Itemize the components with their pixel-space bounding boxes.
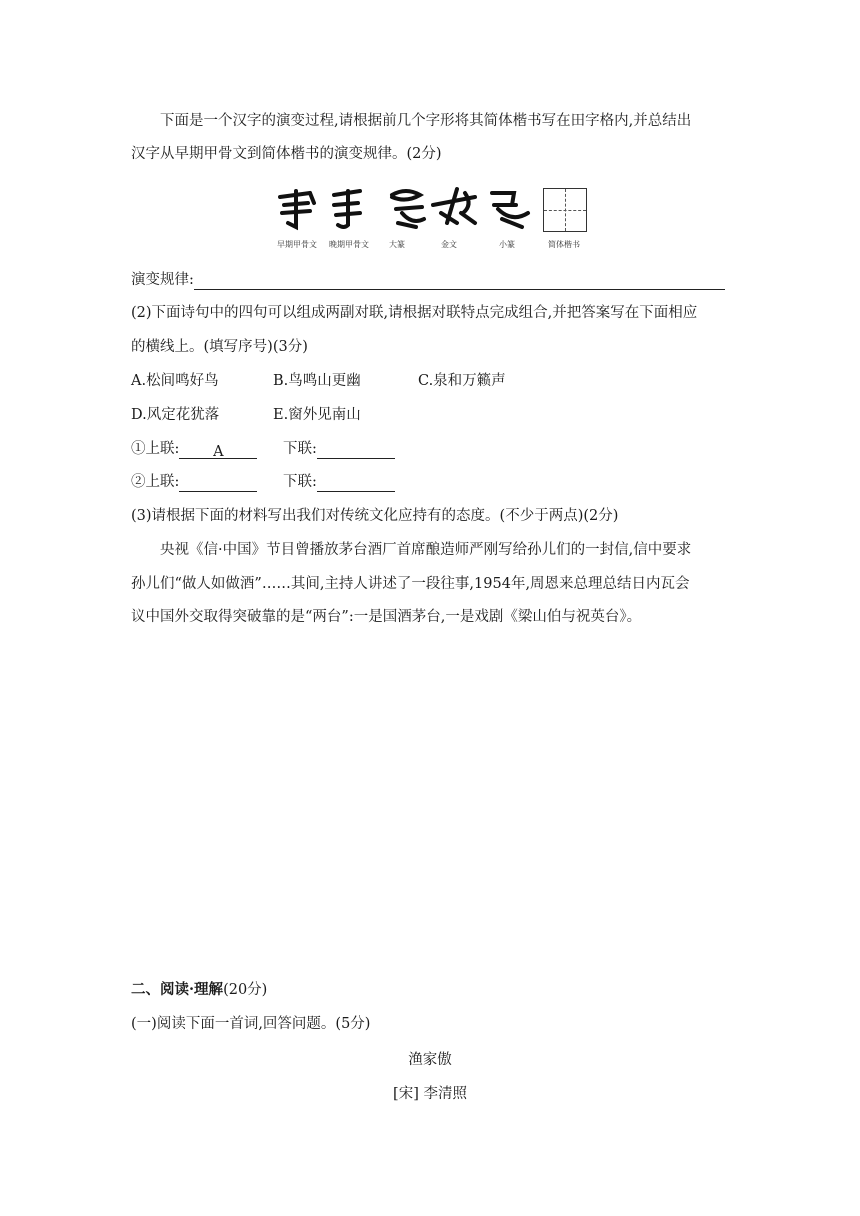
pair1-upper	[131, 439, 257, 459]
q1-text-line2: 汉字从早期甲骨文到简体楷书的演变规律。(2分)	[131, 146, 442, 162]
pair1-upper-label: ①上联:	[131, 441, 180, 457]
q3-prompt: (3)请根据下面的材料写出我们对传统文化应持有的态度。(不少于两点)(2分)	[131, 508, 619, 524]
q3-material-line3: 议中国外交取得突破靠的是“两台”:一是国酒茅台,一是戏剧《梁山伯与祝英台》。	[131, 609, 642, 625]
option-a: A.松间鸣好鸟	[131, 373, 219, 389]
evolution-rule-row	[131, 270, 725, 290]
evolution-rule-label: 演变规律:	[131, 272, 194, 288]
small-seal-glyph-image	[482, 183, 538, 233]
option-d: D.风定花犹落	[131, 407, 220, 423]
caption-small-seal: 小篆	[499, 240, 515, 249]
section2-heading-score: (20分)	[223, 982, 268, 998]
option-b: B.鸟鸣山更幽	[273, 373, 361, 389]
character-evolution-figure	[262, 183, 592, 258]
section2-heading-title: 二、阅读·理解	[131, 981, 224, 998]
caption-regular-script: 简体楷书	[548, 240, 580, 249]
pair2-upper-answer[interactable]	[179, 475, 257, 492]
evolution-rule-answer-line[interactable]	[194, 273, 725, 290]
poem-author: [宋] 李清照	[393, 1086, 467, 1102]
pair2-upper-label: ②上联:	[131, 474, 180, 490]
q1-text-line1: 下面是一个汉字的演变过程,请根据前几个字形将其简体楷书写在田字格内,并总结出	[160, 113, 692, 129]
section2-heading	[131, 980, 267, 1000]
section2-subheading: (一)阅读下面一首词,回答问题。(5分)	[131, 1016, 371, 1032]
option-e: E.窗外见南山	[273, 407, 361, 423]
pair1-lower-answer[interactable]	[317, 442, 395, 459]
q3-material-line1: 央视《信·中国》节目曾播放茅台酒厂首席酿造师严刚写给孙儿们的一封信,信中要求	[160, 542, 692, 558]
oracle-early-glyph-image	[270, 183, 326, 233]
pair2-lower	[283, 472, 395, 492]
caption-large-seal: 大篆	[389, 240, 405, 249]
option-c: C.泉和万籁声	[418, 373, 506, 389]
oracle-late-glyph-image	[320, 183, 376, 233]
pair1-upper-answer[interactable]: A	[179, 442, 257, 459]
pair2-upper	[131, 472, 257, 492]
caption-early-oracle: 早期甲骨文	[277, 240, 317, 249]
q2-text-line1: (2)下面诗句中的四句可以组成两副对联,请根据对联特点完成组合,并把答案写在下面相应	[131, 305, 698, 321]
poem-title: 渔家傲	[408, 1052, 452, 1068]
bronze-script-glyph-image	[427, 183, 483, 233]
tianzige-writing-grid[interactable]	[543, 188, 587, 232]
q2-text-line2: 的横线上。(填写序号)(3分)	[131, 339, 308, 355]
pair1-lower-label: 下联:	[283, 441, 317, 457]
pair1-lower	[283, 439, 395, 459]
caption-bronze: 金文	[441, 240, 457, 249]
pair2-lower-answer[interactable]	[317, 475, 395, 492]
caption-late-oracle: 晚期甲骨文	[329, 240, 369, 249]
q3-material-line2: 孙儿们“做人如做酒”……其间,主持人讲述了一段往事,1954年,周恩来总理总结日内瓦会	[131, 576, 690, 592]
pair2-lower-label: 下联:	[283, 474, 317, 490]
